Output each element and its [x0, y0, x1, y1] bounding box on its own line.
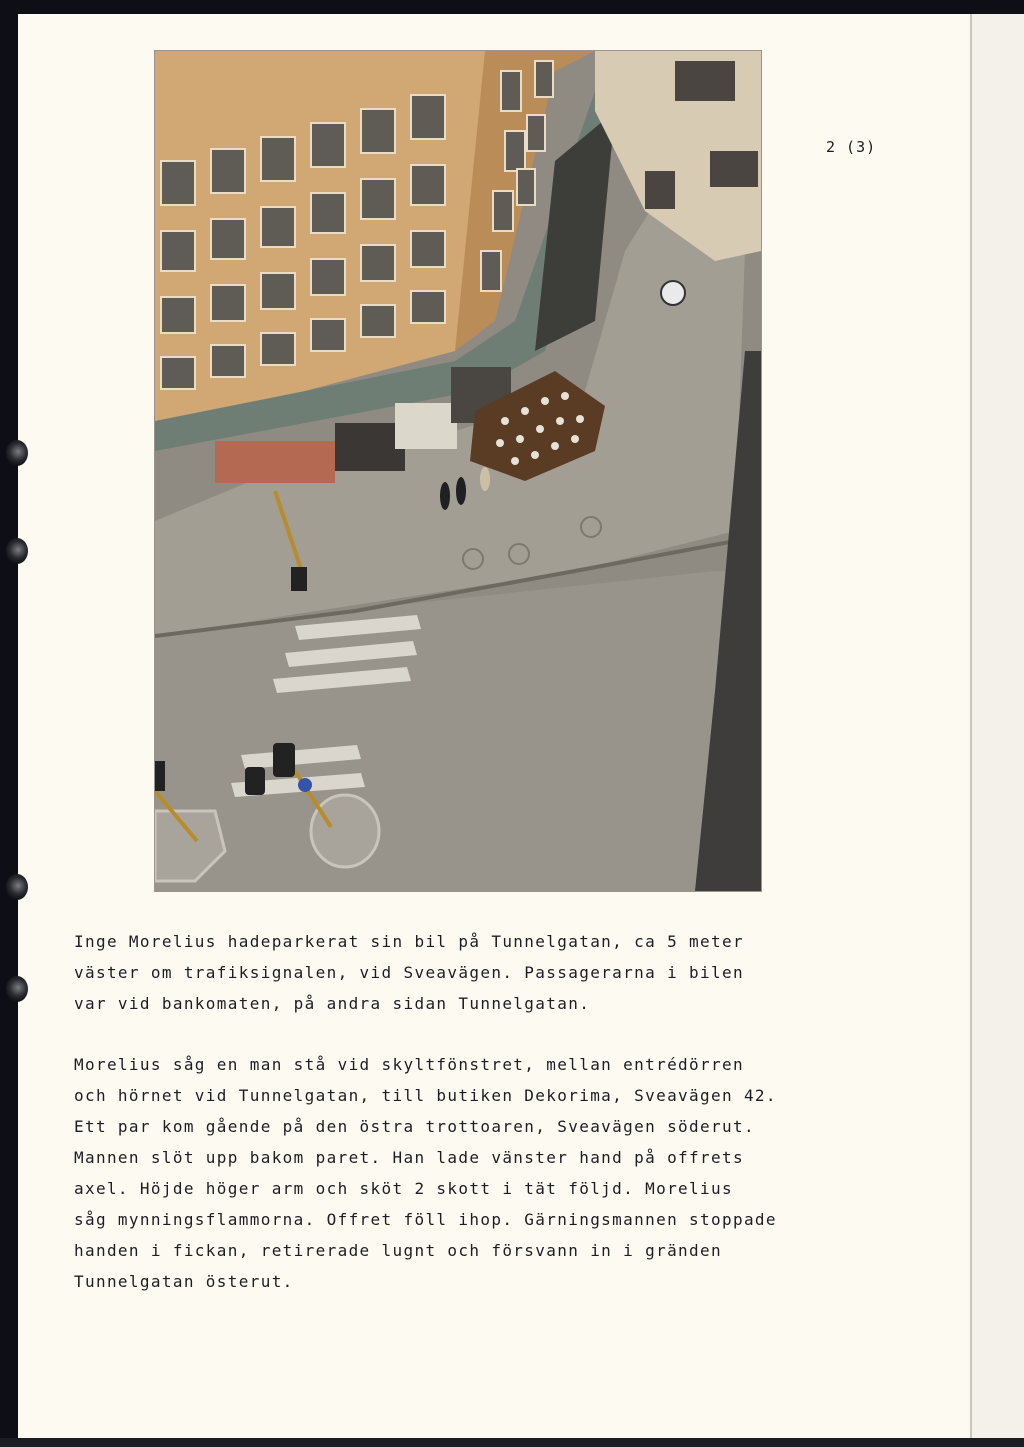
paragraph-2: [74, 1049, 874, 1297]
text-line: Tunnelgatan österut.: [74, 1272, 294, 1291]
text-line: axel. Höjde höger arm och sköt 2 skott i tät följd. Morelius: [74, 1179, 733, 1198]
text-line: Mannen slöt upp bakom paret. Han lade vänster hand på offrets: [74, 1148, 744, 1167]
text-line: och hörnet vid Tunnelgatan, till butiken Dekorima, Sveavägen 42.: [74, 1086, 777, 1105]
adjacent-page-edge: [970, 14, 1024, 1447]
text-line: såg mynningsflammorna. Offret föll ihop. Gärningsmannen stoppade: [74, 1210, 777, 1229]
binder-hole-2: [6, 538, 28, 564]
binder-hole-3: [6, 874, 28, 900]
page-number: 2 (3): [826, 138, 877, 156]
binder-hole-1: [6, 440, 28, 466]
paragraph-1: [74, 926, 874, 1019]
clock: [661, 281, 685, 305]
road-sign: [298, 778, 312, 792]
text-line: Inge Morelius hadeparkerat sin bil på Tunnelgatan, ca 5 meter: [74, 932, 744, 951]
crime-scene-photo: [154, 50, 762, 892]
text-line: väster om trafiksignalen, vid Sveavägen. Passagerarna i bilen: [74, 963, 744, 982]
text-line: var vid bankomaten, på andra sidan Tunnelgatan.: [74, 994, 591, 1013]
binder-hole-4: [6, 976, 28, 1002]
scanner-border: [0, 1438, 1024, 1447]
text-line: Morelius såg en man stå vid skyltfönstret, mellan entrédörren: [74, 1055, 744, 1074]
text-line: Ett par kom gående på den östra trottoaren, Sveavägen söderut.: [74, 1117, 755, 1136]
text-line: handen i fickan, retirerade lugnt och försvann in i gränden: [74, 1241, 722, 1260]
